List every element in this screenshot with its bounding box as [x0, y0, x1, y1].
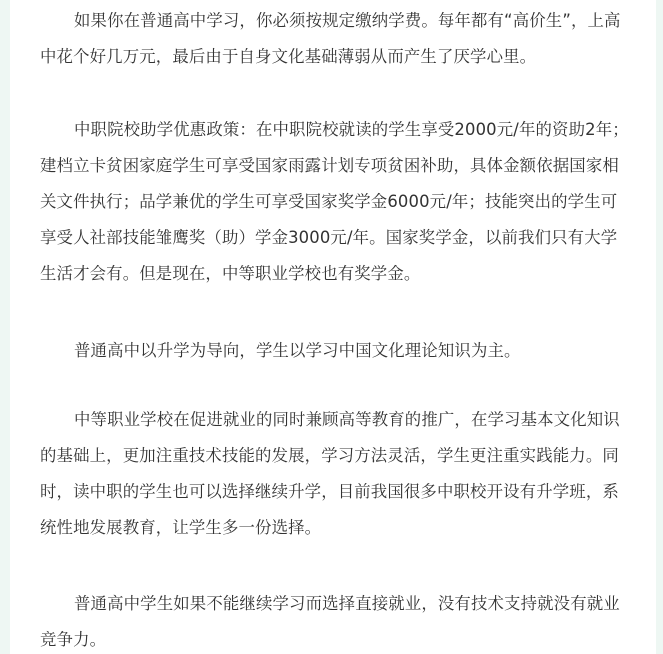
article-content [10, 0, 656, 654]
paragraph-tuition: 如果你在普通高中学习，你必须按规定缴纳学费。每年都有“高价生”，上高中花个好几万元，最后由于自身文化基础薄弱从而产生了厌学心里。 [40, 11, 621, 66]
paragraph-subsidy-policy: 中职院校助学优惠政策：在中职院校就读的学生享受2000元/年的资助2年；建档立卡贫困家庭学生可享受国家雨露计划专项贫困补助，具体金额依据国家相关文件执行；品学兼优的学生可享受国家奖学金6000元/年；技能突出的学生可享受人社部技能雏鹰奖（助）学金3000元/年。国家奖学金，以前我们只有大学生活才会有。但是现在，中等职业学校也有奖学金。 [40, 120, 629, 283]
paragraph-employment: 普通高中学生如果不能继续学习而选择直接就业，没有技术支持就没有就业竞争力。 [40, 594, 620, 649]
paragraph-high-school-orientation: 普通高中以升学为导向，学生以学习中国文化理论知识为主。 [74, 341, 521, 360]
paragraph-vocational-school: 中等职业学校在促进就业的同时兼顾高等教育的推广，在学习基本文化知识的基础上，更加注重技术技能的发展，学习方法灵活，学生更注重实践能力。同时，读中职的学生也可以选择继续升学，目前我国很多中职校开设有升学班，系统性地发展教育，让学生多一份选择。 [40, 410, 620, 537]
